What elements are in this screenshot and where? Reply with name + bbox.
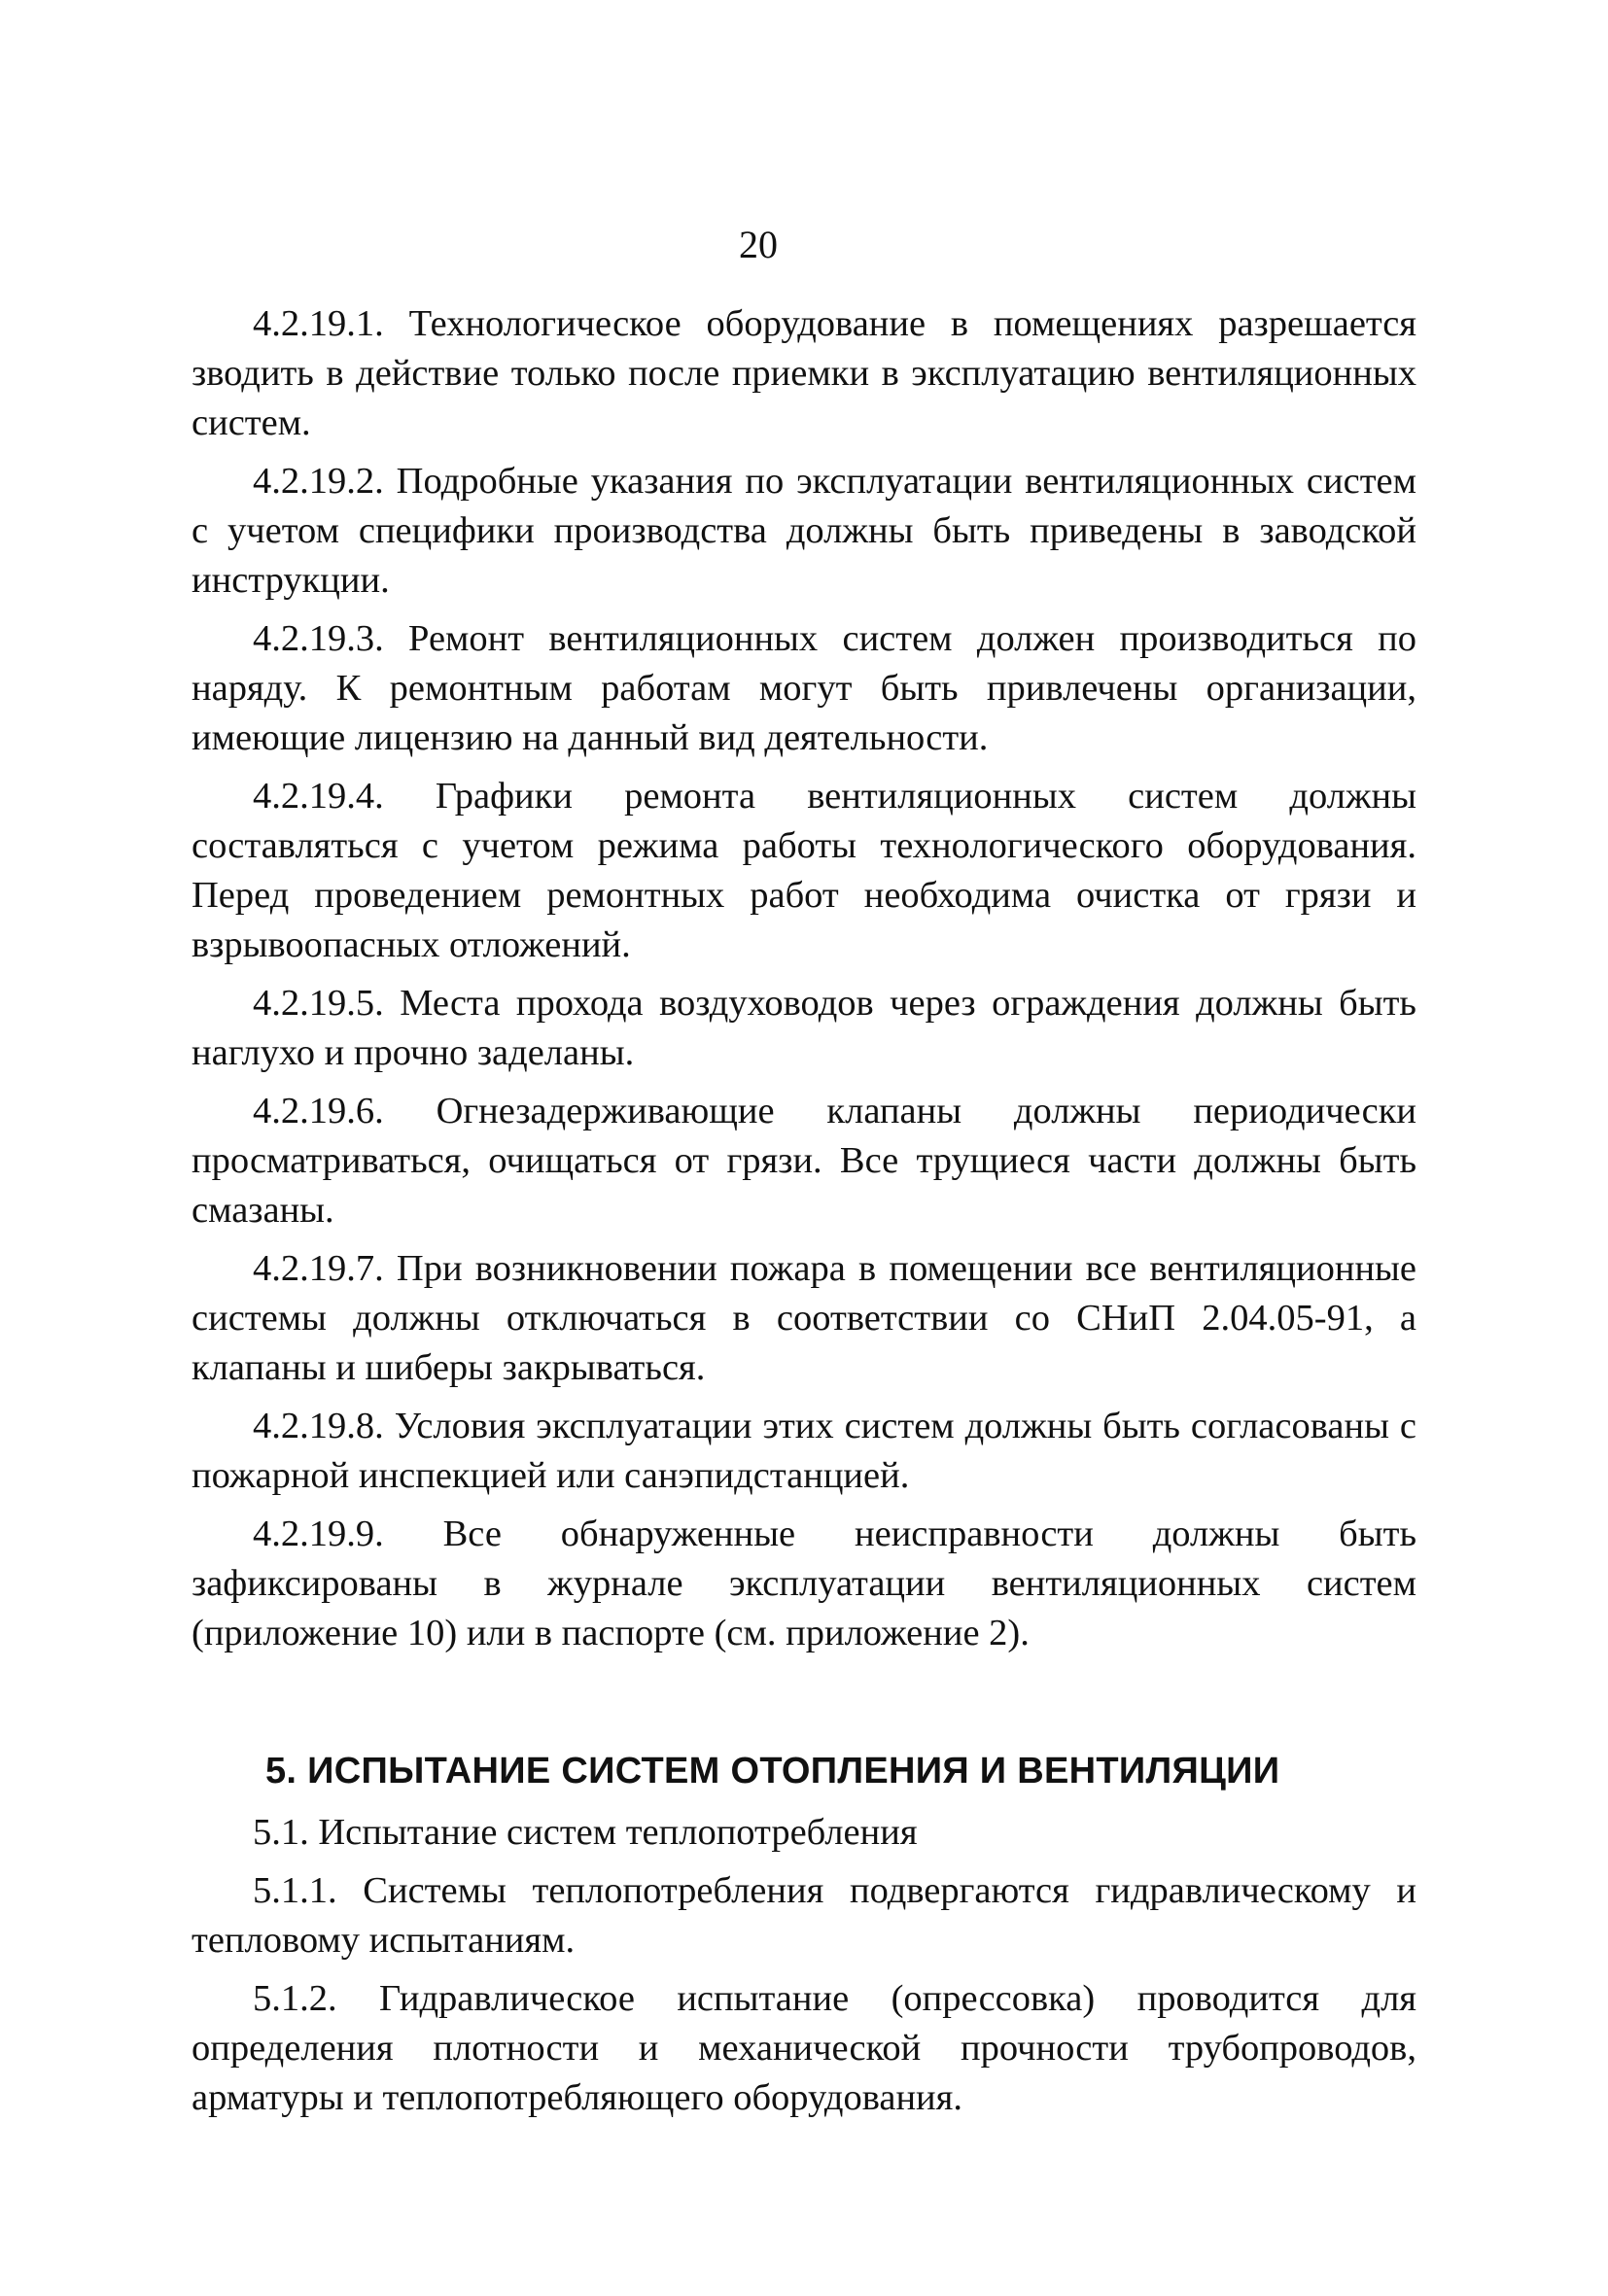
paragraph-5-1-2: 5.1.2. Гидравлическое испытание (опрессовка) проводится для определения плотности и механической прочности трубопроводов, арматуры и теплопотребляющего оборудования. (192, 1978, 1416, 2118)
subsection-title: 5.1. Испытание систем теплопотребления (253, 1812, 918, 1853)
paragraph-4-2-19-4: 4.2.19.4. Графики ремонта вентиляционных систем должны составляться с учетом режима работы технологического оборудования. Перед проведением ремонтных работ необходима очистка от грязи и взрывоопасных отложений. (192, 776, 1416, 965)
page-number: 20 (739, 223, 778, 266)
paragraph-4-2-19-3: 4.2.19.3. Ремонт вентиляционных систем должен производиться по наряду. К ремонтным работам могут быть привлечены организации, имеющие лицензию на данный вид деятельности. (192, 618, 1416, 758)
paragraph-5-1-1: 5.1.1. Системы теплопотребления подвергаются гидравлическому и тепловому испытаниям. (192, 1870, 1416, 1961)
paragraph-4-2-19-9: 4.2.19.9. Все обнаруженные неисправности должны быть зафиксированы в журнале эксплуатации вентиляционных систем (приложение 10) или в паспорте (см. приложение 2). (192, 1513, 1416, 1653)
paragraph-4-2-19-7: 4.2.19.7. При возникновении пожара в помещении все вентиляционные системы должны отключаться в соответствии со СНиП 2.04.05-91, а клапаны и шиберы закрываться. (192, 1248, 1416, 1388)
document-body (192, 299, 1416, 2132)
paragraph-4-2-19-1: 4.2.19.1. Технологическое оборудование в помещениях разрешается зводить в действие только после приемки в эксплуатацию вентиляционных систем. (192, 303, 1416, 443)
paragraph-4-2-19-5: 4.2.19.5. Места прохода воздуховодов через ограждения должны быть наглухо и прочно заделаны. (192, 983, 1416, 1073)
section-heading: 5. ИСПЫТАНИЕ СИСТЕМ ОТОПЛЕНИЯ И ВЕНТИЛЯЦИИ (265, 1751, 1280, 1792)
paragraph-4-2-19-6: 4.2.19.6. Огнезадерживающие клапаны должны периодически просматриваться, очищаться от грязи. Все трущиеся части должны быть смазаны. (192, 1091, 1416, 1231)
paragraph-4-2-19-8: 4.2.19.8. Условия эксплуатации этих систем должны быть согласованы с пожарной инспекцией или санэпидстанцией. (192, 1406, 1416, 1496)
paragraph-4-2-19-2: 4.2.19.2. Подробные указания по эксплуатации вентиляционных систем с учетом специфики производства должны быть приведены в заводской инструкции. (192, 461, 1416, 601)
